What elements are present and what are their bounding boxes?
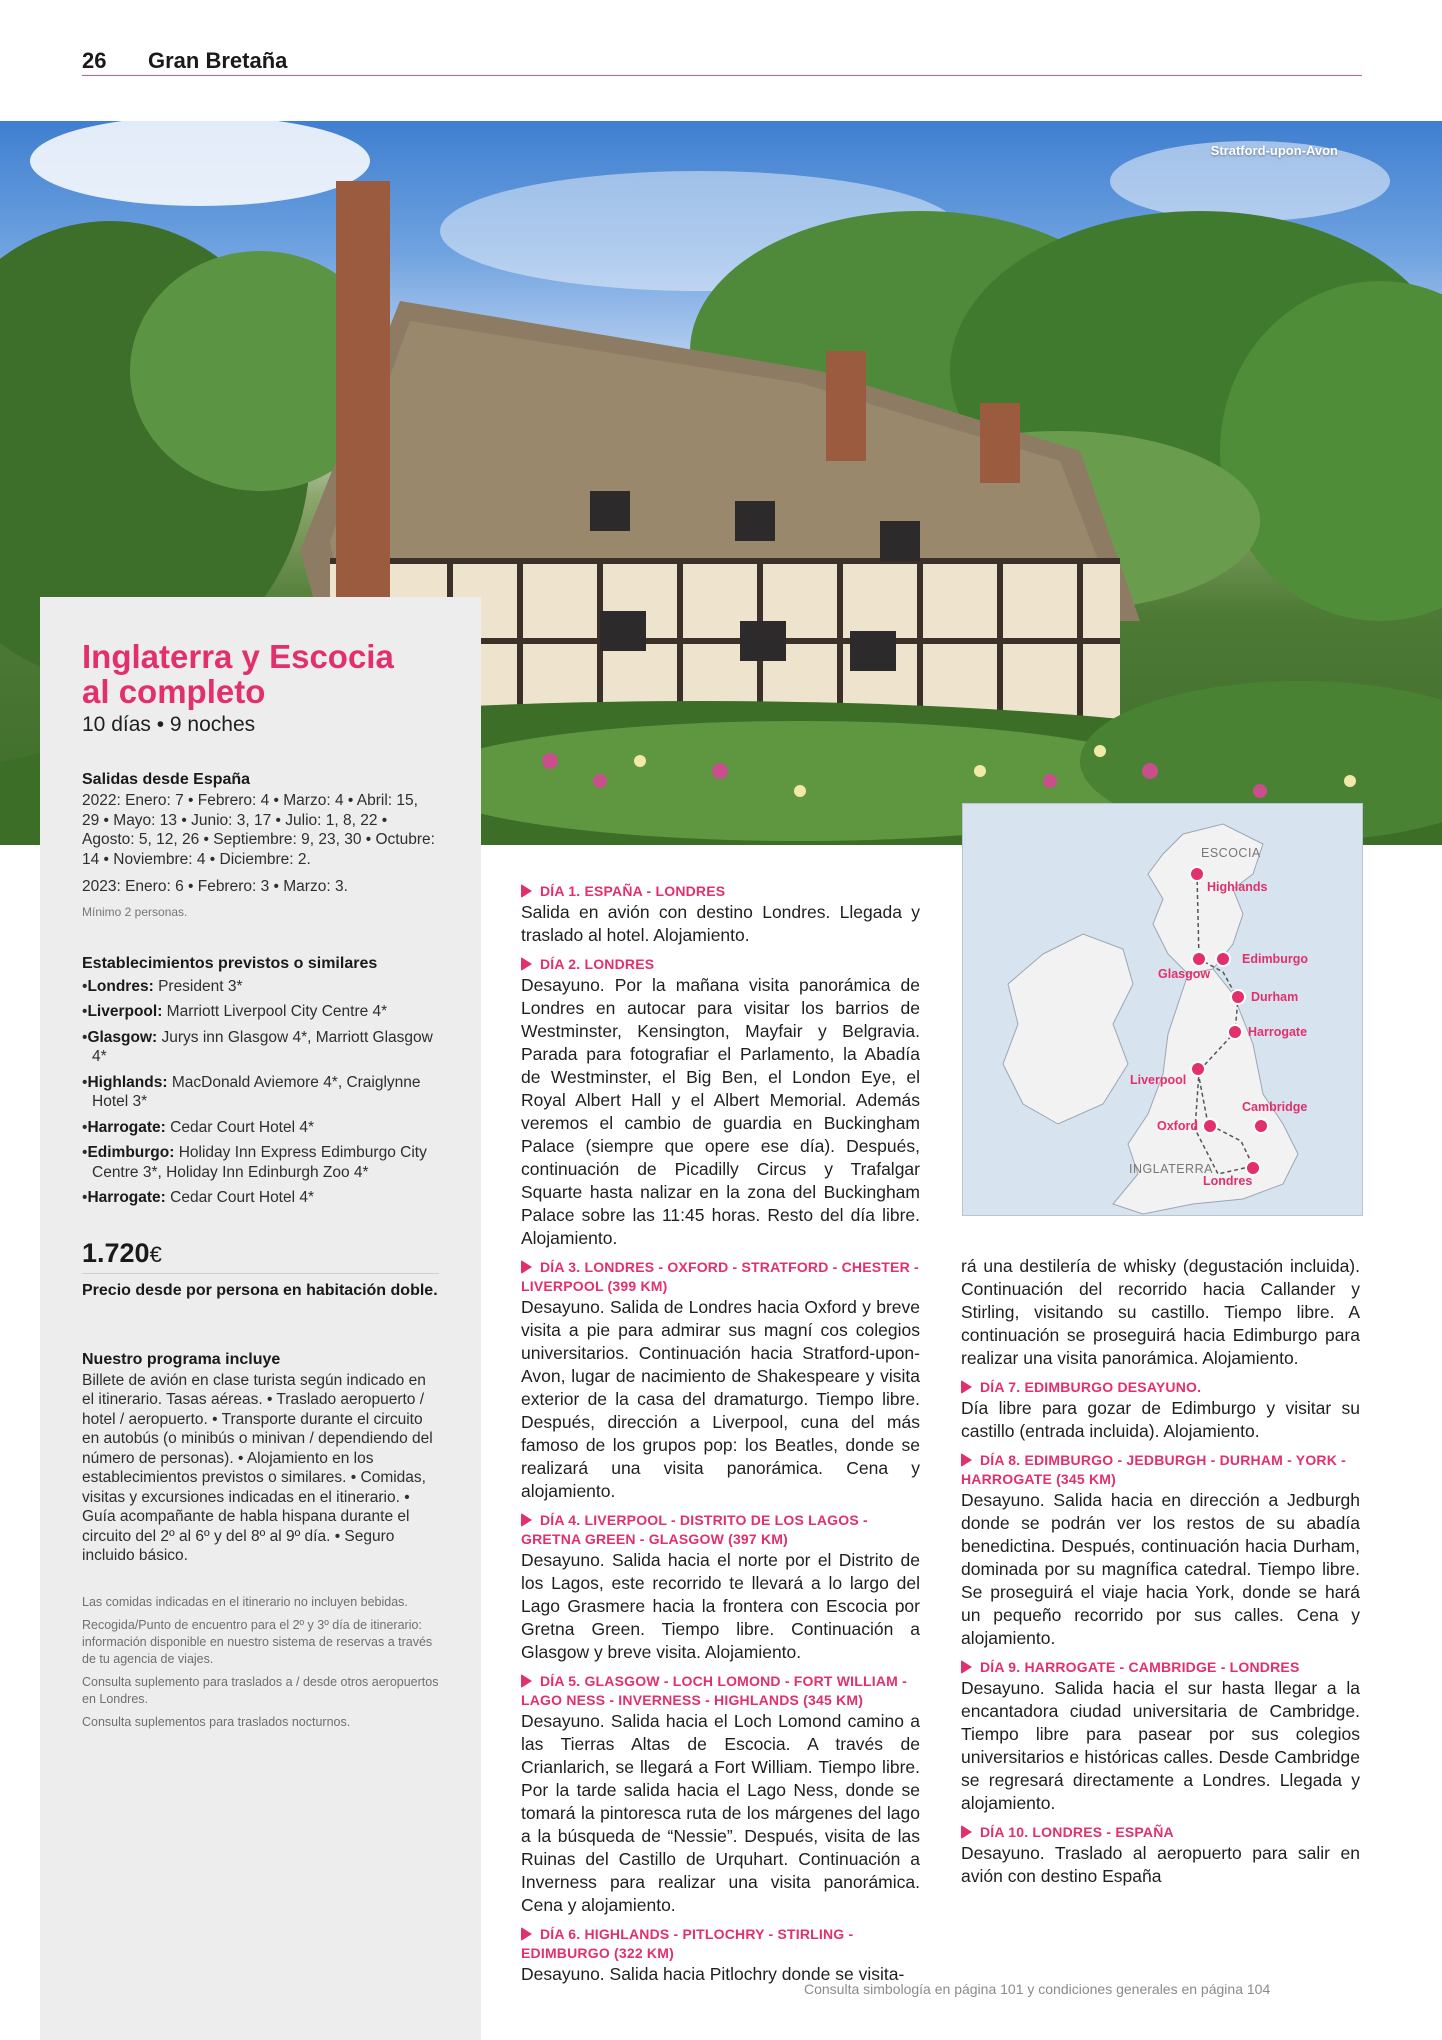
map-city-glasgow: Glasgow bbox=[1158, 967, 1211, 981]
itinerary-column-1 bbox=[521, 882, 920, 1994]
play-icon bbox=[961, 1380, 972, 1394]
map-city-harrogate: Harrogate bbox=[1248, 1025, 1308, 1039]
hotel-item: • Londres: President 3* bbox=[82, 977, 439, 997]
day-10-text: Desayuno. Traslado al aeropuerto para salir en avión con destino España bbox=[961, 1843, 1360, 1886]
day-5-text: Desayuno. Salida hacia el Loch Lomond camino a las Tierras Altas de Escocia. A través de Crianlarich, se llegará a Fort William. Tiempo libre. Por la tarde salida hacia el Lago Ness, donde se tomará la pintoresca ruta de los márgenes del lago a la búsqueda de “Nessie”. Después, visita de las Ruinas del Castillo de Urquhart. Continuación a Inverness para realizar una visita panorámica. Cena y alojamiento. bbox=[521, 1711, 920, 1915]
play-icon bbox=[961, 1660, 972, 1674]
page-number: 26 bbox=[82, 48, 107, 73]
map-city-durham: Durham bbox=[1251, 990, 1299, 1004]
note-item: Consulta suplementos para traslados nocturnos. bbox=[82, 1714, 351, 1729]
hotel-item: • Liverpool: Marriott Liverpool City Centre 4* bbox=[82, 1002, 439, 1022]
hotel-item: • Harrogate: Cedar Court Hotel 4* bbox=[82, 1118, 439, 1138]
day-7-text: Día libre para gozar de Edimburgo y visitar su castillo (entrada incluida). Alojamiento. bbox=[961, 1398, 1360, 1441]
hotel-item: • Edimburgo: Holiday Inn Express Edimburgo City Centre 3*, Holiday Inn Edinburgh Zoo 4* bbox=[82, 1143, 439, 1182]
trip-title: Inglaterra y Escocia al completo bbox=[82, 638, 394, 710]
play-icon bbox=[961, 1825, 972, 1839]
play-icon bbox=[521, 1674, 532, 1688]
day-8-text: Desayuno. Salida hacia en dirección a Jedburgh donde se podrán ver los restos de su abadía benedictina. Después, continuación hacia Durham, dominada por su magnífica catedral. Tiempo libre. Se proseguirá el viaje hacia York, donde se hará un pequeño recorrido por sus calles. Cena y alojamiento. bbox=[961, 1490, 1360, 1648]
map-city-cambridge: Cambridge bbox=[1242, 1100, 1308, 1114]
day-7-title: DÍA 7. EDIMBURGO DESAYUNO. bbox=[961, 1378, 1360, 1397]
day-6-title: DÍA 6. HIGHLANDS - PITLOCHRY - STIRLING - EDIMBURGO (322 KM) bbox=[521, 1926, 854, 1961]
map-region-scotland: ESCOCIA bbox=[1201, 846, 1261, 860]
includes-heading: Nuestro programa incluye bbox=[82, 1350, 281, 1368]
play-icon bbox=[521, 1513, 532, 1527]
day-1-text: Salida en avión con destino Londres. Llegada y traslado al hotel. Alojamiento. bbox=[521, 902, 920, 945]
map-city-edimburgo: Edimburgo bbox=[1242, 952, 1308, 966]
day-3-text: Desayuno. Salida de Londres hacia Oxford y breve visita a pie para admirar sus magní cos colegios universitarios. Continuación hacia Stratford-upon-Avon, lugar de nacimiento de Shakespeare y visita exterior de la casa del dramaturgo. Tiempo libre. Después, dirección a Liverpool, cuna del más famoso de los grupos pop: los Beatles, donde se realizará una visita panorámica. Cena y alojamiento. bbox=[521, 1297, 920, 1501]
map-city-highlands: Highlands bbox=[1207, 880, 1268, 894]
map-city-oxford: Oxford bbox=[1157, 1119, 1198, 1133]
trip-duration: 10 días • 9 noches bbox=[82, 713, 256, 736]
day-10-title: DÍA 10. LONDRES - ESPAÑA bbox=[961, 1823, 1360, 1842]
day-5-title: DÍA 5. GLASGOW - LOCH LOMOND - FORT WILLIAM - LAGO NESS - INVERNESS - HIGHLANDS (345 KM) bbox=[521, 1673, 907, 1708]
note-item: Las comidas indicadas en el itinerario no incluyen bebidas. bbox=[82, 1594, 408, 1609]
departures-2023: 2023: Enero: 6 • Febrero: 3 • Marzo: 3. bbox=[82, 878, 348, 895]
price-note: Precio desde por persona en habitación doble. bbox=[82, 1281, 438, 1299]
includes-text: Billete de avión en clase turista según indicado en el itinerario. Tasas aéreas. • Traslado aeropuerto / hotel / aeropuerto. • Transporte durante el circuito en autobús (o minibús o minivan / dependiendo del número de personas). • Alojamiento en los establecimientos previstos o similares. • Comidas, visitas y excursiones indicadas en el itinerario. • Guía acompañante de habla hispana durante el circuito del 2º al 6º y del 8º al 9º día. • Seguro incluido básico. bbox=[82, 1371, 433, 1564]
play-icon bbox=[521, 1927, 532, 1941]
day-9-title: DÍA 9. HARROGATE - CAMBRIDGE - LONDRES bbox=[961, 1658, 1360, 1677]
day-8-title: DÍA 8. EDIMBURGO - JEDBURGH - DURHAM - YORK - HARROGATE (345 KM) bbox=[961, 1452, 1347, 1487]
section-title: Gran Bretaña bbox=[148, 48, 288, 73]
day-4-text: Desayuno. Salida hacia el norte por el Distrito de los Lagos, este recorrido te llevará a lo largo del Lago Grasmere hacia la frontera con Escocia por Gretna Green. Tiempo libre. Continuación a Glasgow y breve visita. Alojamiento. bbox=[521, 1550, 920, 1662]
day-2-text: Desayuno. Por la mañana visita panorámica de Londres en autocar para visitar los barrios de Westminster, Kensington, Mayfair y Belgravia. Parada para fotografiar el Parlamento, la Abadía de Westminster, el Big Ben, el London Eye, el Royal Albert Hall y el Albert Memorial. Además veremos el cambio de guardia en Buckingham Palace (siempre que opere ese día). Después, continuación de Picadilly Circus y Trafalgar Squarte hasta nalizar en la zona del Buckingham Palace sobre las 11:45 horas. Resto del día libre. Alojamiento. bbox=[521, 975, 920, 1248]
page-header bbox=[82, 46, 1362, 76]
hotels-list bbox=[82, 977, 439, 1208]
play-icon bbox=[521, 884, 532, 898]
play-icon bbox=[521, 1260, 532, 1274]
note-item: Recogida/Punto de encuentro para el 2º y 3º día de itinerario: información disponible en nuestro sistema de reservas a través de tu agencia de viajes. bbox=[82, 1617, 433, 1666]
day-9-text: Desayuno. Salida hacia el sur hasta llegar a la encantadora ciudad universitaria de Cambridge. Tiempo libre para pasear por sus colegios universitarios e históricas calles. Desde Cambridge se regresará directamente a Londres. Llegada y alojamiento. bbox=[961, 1678, 1360, 1813]
day-6-text-part1: Desayuno. Salida hacia Pitlochry donde se visita- bbox=[521, 1964, 905, 1984]
price: 1.720€ bbox=[82, 1237, 162, 1268]
day-4-title: DÍA 4. LIVERPOOL - DISTRITO DE LOS LAGOS - GRETNA GREEN - GLASGOW (397 KM) bbox=[521, 1512, 868, 1547]
day-3-title: DÍA 3. LONDRES - OXFORD - STRATFORD - CHESTER - LIVERPOOL (399 KM) bbox=[521, 1259, 919, 1294]
hotel-item: • Glasgow: Jurys inn Glasgow 4*, Marriott Glasgow 4* bbox=[82, 1028, 439, 1067]
photo-caption: Stratford-upon-Avon bbox=[1210, 143, 1338, 158]
notes bbox=[82, 1594, 439, 1731]
map-city-liverpool: Liverpool bbox=[1130, 1073, 1187, 1087]
day-1-title: DÍA 1. ESPAÑA - LONDRES bbox=[521, 882, 920, 901]
great-britain-map bbox=[963, 804, 1363, 1216]
departures-2022: 2022: Enero: 7 • Febrero: 4 • Marzo: 4 • Abril: 15, 29 • Mayo: 13 • Junio: 3, 17 • Julio: 1, 8, 22 • Agosto: 5, 12, 26 • Septiembre: 9, 23, 30 • Octubre: 14 • Noviembre: 4 • Diciembre: 2. bbox=[82, 792, 435, 868]
play-icon bbox=[521, 957, 532, 971]
footer-note: Consulta simbología en página 101 y condiciones generales en página 104 bbox=[804, 1981, 1271, 1997]
trip-sidebar bbox=[40, 597, 481, 2040]
note-item: Consulta suplemento para traslados a / desde otros aeropuertos en Londres. bbox=[82, 1674, 439, 1706]
price-row bbox=[82, 1238, 439, 1274]
hotel-item: • Harrogate: Cedar Court Hotel 4* bbox=[82, 1188, 439, 1208]
day-6-text-part2: rá una destilería de whisky (degustación incluida). Continuación del recorrido hacia Callander y Stirling, visitando su castillo. Tiempo libre. A continuación se proseguirá hacia Edimburgo para realizar una visita panorámica. Alojamiento. bbox=[961, 1256, 1360, 1368]
map-city-londres: Londres bbox=[1203, 1174, 1253, 1188]
route-map bbox=[962, 803, 1363, 1216]
hotel-item: • Highlands: MacDonald Aviemore 4*, Craiglynne Hotel 3* bbox=[82, 1073, 439, 1112]
itinerary-column-2 bbox=[961, 1255, 1360, 1896]
map-region-england: INGLATERRA bbox=[1129, 1162, 1213, 1176]
hotels-heading: Establecimientos previstos o similares bbox=[82, 954, 378, 972]
play-icon bbox=[961, 1453, 972, 1467]
day-2-title: DÍA 2. LONDRES bbox=[521, 955, 920, 974]
minimum-note: Mínimo 2 personas. bbox=[82, 904, 188, 919]
departures-heading: Salidas desde España bbox=[82, 771, 251, 788]
